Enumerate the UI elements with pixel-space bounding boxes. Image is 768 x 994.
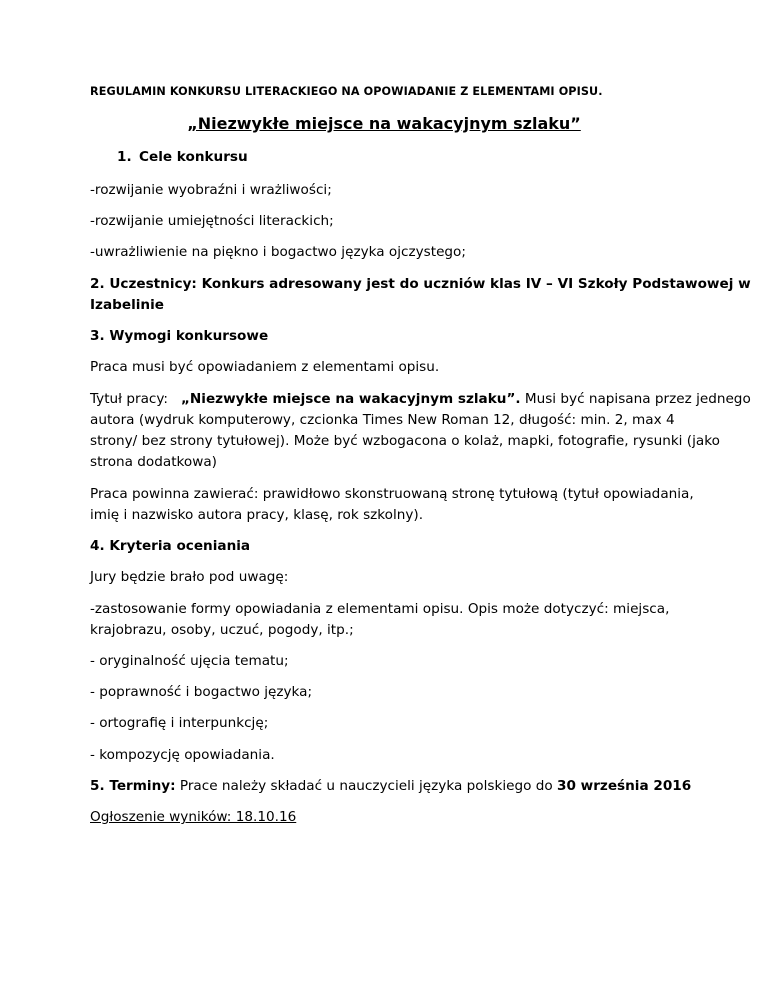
requirements-line-2: autora (wydruk komputerowy, czcionka Times New Roman 12, długość: min. 2, max 4: [90, 412, 675, 428]
deadline-label: 5. Terminy:: [90, 778, 176, 794]
title-label: Tytuł pracy:: [90, 391, 181, 407]
criteria-item-2: - oryginalność ujęcia tematu;: [90, 653, 289, 669]
section-1-title: Cele konkursu: [139, 149, 248, 165]
criteria-item-1-line-1: -zastosowanie formy opowiadania z elementami opisu. Opis może dotyczyć: miejsca,: [90, 601, 670, 617]
criteria-item-1-line-2: krajobrazu, osoby, uczuć, pogody, itp.;: [90, 622, 354, 638]
requirements-line-4: strona dodatkowa): [90, 454, 217, 470]
section-1-heading: [117, 149, 248, 165]
requirements-title-line: [90, 389, 751, 410]
participants-line-2: Izabelinie: [90, 297, 164, 313]
title-page-line-1: Praca powinna zawierać: prawidłowo skonstruowaną stronę tytułową (tytuł opowiadania,: [90, 486, 694, 502]
section-4-heading: 4. Kryteria oceniania: [90, 538, 251, 554]
criteria-item-3: - poprawność i bogactwo języka;: [90, 684, 313, 700]
goal-item-1: -rozwijanie wyobraźni i wrażliwości;: [90, 182, 332, 198]
deadline-text: Prace należy składać u nauczycieli języka polskiego do: [175, 778, 557, 794]
deadline-date: 30 września 2016: [557, 778, 692, 794]
page-title: „Niezwykłe miejsce na wakacyjnym szlaku”: [187, 114, 581, 133]
requirements-line-3: strony/ bez strony tytułowej). Może być wzbogacona o kolaż, mapki, fotografie, rysunki (jako: [90, 433, 720, 449]
requirements-title-rest: Musi być napisana przez jednego: [520, 391, 751, 407]
criteria-item-5: - kompozycję opowiadania.: [90, 747, 275, 763]
document-header: REGULAMIN KONKURSU LITERACKIEGO NA OPOWIADANIE Z ELEMENTAMI OPISU.: [90, 85, 603, 98]
participants-line-1: 2. Uczestnicy: Konkurs adresowany jest do uczniów klas IV – VI Szkoły Podstawowej w: [90, 276, 751, 292]
results-announcement: Ogłoszenie wyników: 18.10.16: [90, 809, 297, 825]
deadline-line: [90, 776, 691, 797]
section-1-number: 1.: [117, 149, 132, 165]
section-3-heading: 3. Wymogi konkursowe: [90, 328, 269, 344]
competition-title-quote: „Niezwykłe miejsce na wakacyjnym szlaku”.: [180, 391, 521, 407]
goal-item-3: -uwrażliwienie na piękno i bogactwo języka ojczystego;: [90, 244, 466, 260]
criteria-item-4: - ortografię i interpunkcję;: [90, 715, 269, 731]
criteria-intro: Jury będzie brało pod uwagę:: [90, 569, 289, 585]
goal-item-2: -rozwijanie umiejętności literackich;: [90, 213, 334, 229]
requirements-paragraph-1: Praca musi być opowiadaniem z elementami opisu.: [90, 359, 440, 375]
title-page-line-2: imię i nazwisko autora pracy, klasę, rok szkolny).: [90, 507, 424, 523]
